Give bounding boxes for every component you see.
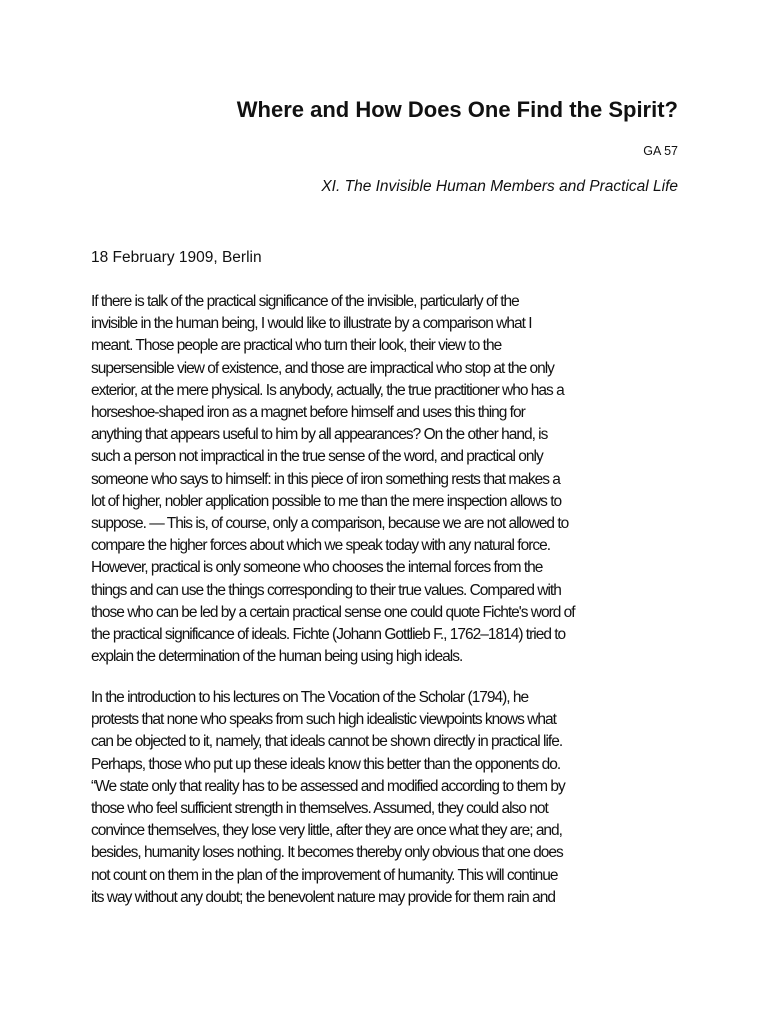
- lecture-subtitle: XI. The Invisible Human Members and Practical Life: [321, 178, 678, 195]
- text-line: those who can be led by a certain practical sense one could quote Fichte's word of: [91, 603, 575, 621]
- text-line: besides, humanity loses nothing. It becomes thereby only obvious that one does: [91, 844, 563, 862]
- document-code: GA 57: [643, 144, 678, 158]
- text-line: However, practical is only someone who chooses the internal forces from the: [91, 559, 543, 577]
- text-line: its way without any doubt; the benevolent nature may provide for them rain and: [91, 888, 555, 906]
- text-line: If there is talk of the practical significance of the invisible, particularly of the: [91, 293, 519, 310]
- text-line: exterior, at the mere physical. Is anybody, actually, the true practitioner who has a: [91, 381, 564, 399]
- text-line: those who feel sufficient strength in themselves. Assumed, they could also not: [91, 800, 548, 818]
- text-line: suppose. — This is, of course, only a comparison, because we are not allowed to: [91, 515, 569, 533]
- text-line: invisible in the human being, I would like to illustrate by a comparison what I: [91, 315, 532, 333]
- page-title: Where and How Does One Find the Spirit?: [236, 97, 678, 122]
- dateline: 18 February 1909, Berlin: [91, 249, 262, 266]
- text-line: such a person not impractical in the true sense of the word, and practical only: [91, 448, 543, 466]
- text-line: “We state only that reality has to be assessed and modified according to them by: [91, 777, 565, 795]
- text-line: the practical significance of ideals. Fichte (Johann Gottlieb F., 1762–1814) tried to: [91, 626, 566, 644]
- text-line: supersensible view of existence, and those are impractical who stop at the only: [91, 359, 554, 377]
- paragraph-2: [91, 687, 691, 909]
- text-line: explain the determination of the human being using high ideals.: [91, 648, 463, 666]
- text-line: can be objected to it, namely, that ideals cannot be shown directly in practical life.: [91, 733, 563, 751]
- text-line: protests that none who speaks from such high idealistic viewpoints knows what: [91, 711, 556, 729]
- text-line: meant. Those people are practical who turn their look, their view to the: [91, 337, 502, 355]
- text-line: lot of higher, nobler application possible to me than the mere inspection allows to: [91, 492, 562, 510]
- text-line: In the introduction to his lectures on The Vocation of the Scholar (1794), he: [91, 689, 529, 706]
- text-line: convince themselves, they lose very little, after they are once what they are; and,: [91, 822, 562, 840]
- paragraph-1: [91, 291, 691, 668]
- text-line: not count on them in the plan of the improvement of humanity. This will continue: [91, 866, 558, 884]
- text-line: horseshoe-shaped iron as a magnet before himself and uses this thing for: [91, 404, 525, 422]
- text-line: compare the higher forces about which we speak today with any natural force.: [91, 537, 551, 555]
- text-line: someone who says to himself: in this piece of iron something rests that makes a: [91, 470, 560, 488]
- text-line: anything that appears useful to him by all appearances? On the other hand, is: [91, 426, 548, 444]
- text-line: things and can use the things corresponding to their true values. Compared with: [91, 581, 561, 599]
- text-line: Perhaps, those who put up these ideals know this better than the opponents do.: [91, 755, 561, 773]
